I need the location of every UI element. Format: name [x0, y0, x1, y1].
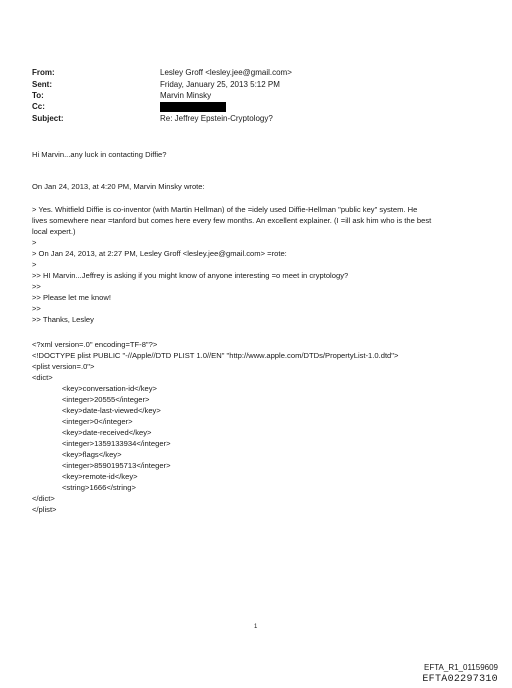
sent-label: Sent:	[32, 80, 52, 89]
sent-value: Friday, January 25, 2013 5:12 PM	[160, 80, 280, 89]
quote-line-hi: >> HI Marvin...Jeffrey is asking if you might know of anyone interesting =o meet in cryptology?	[32, 271, 349, 280]
quote-line-2: lives somewhere near =tanford but comes here every few months. An excellent explainer. (I =ill ask him who is the best	[32, 216, 432, 225]
page-number: 1	[254, 624, 258, 630]
dict-close: </dict>	[32, 494, 55, 503]
from-label: From:	[32, 68, 55, 77]
plist-close: </plist>	[32, 505, 57, 514]
redaction-box	[160, 102, 226, 112]
plist-open: <plist version=.0">	[32, 362, 95, 371]
plist-entry: <key>remote-id</key>	[62, 472, 138, 481]
plist-entry: <integer>20555</integer>	[62, 395, 150, 404]
quote-thanks: >> Thanks, Lesley	[32, 315, 94, 324]
to-value: Marvin Minsky	[160, 91, 212, 100]
plist-doctype: <!DOCTYPE plist PUBLIC "-//Apple//DTD PLIST 1.0//EN" "http://www.apple.com/DTDs/PropertyList-1.0.dtd">	[32, 351, 399, 360]
subject-label: Subject:	[32, 114, 64, 123]
from-value: Lesley Groff <lesley.jee@gmail.com>	[160, 68, 292, 77]
greeting: Hi Marvin...any luck in contacting Diffie?	[32, 150, 167, 159]
plist-entry: <key>conversation-id</key>	[62, 384, 157, 393]
footer-id-2: EFTA02297310	[422, 674, 498, 685]
plist-entry: <integer>0</integer>	[62, 417, 133, 426]
plist-entry: <key>date-last-viewed</key>	[62, 406, 161, 415]
quote-please: >> Please let me know!	[32, 293, 111, 302]
plist-entry: <key>flags</key>	[62, 450, 122, 459]
plist-entry: <integer>8590195713</integer>	[62, 461, 171, 470]
quote-intro-2: > On Jan 24, 2013, at 2:27 PM, Lesley Groff <lesley.jee@gmail.com> =rote:	[32, 249, 287, 258]
quote-marker: >	[32, 238, 37, 247]
quote-intro: On Jan 24, 2013, at 4:20 PM, Marvin Minsky wrote:	[32, 182, 205, 191]
cc-value	[160, 102, 226, 112]
to-label: To:	[32, 91, 44, 100]
dict-open: <dict>	[32, 373, 53, 382]
plist-entry: <string>1666</string>	[62, 483, 136, 492]
cc-label: Cc:	[32, 102, 45, 111]
subject-value: Re: Jeffrey Epstein-Cryptology?	[160, 114, 273, 123]
quote-marker: >	[32, 260, 37, 269]
plist-entry: <integer>1359133934</integer>	[62, 439, 171, 448]
plist-entry: <key>date-received</key>	[62, 428, 152, 437]
quote-line-3: local expert.)	[32, 227, 76, 236]
footer-id-1: EFTA_R1_01159609	[424, 663, 498, 672]
quote-marker: >>	[32, 282, 41, 291]
quote-marker: >>	[32, 304, 41, 313]
quote-line-1: > Yes. Whitfield Diffie is co-inventor (with Martin Hellman) of the =idely used Diffie-Hellman "public key" system. He	[32, 205, 418, 214]
plist-xml-decl: <?xml version=.0" encoding=TF-8"?>	[32, 340, 158, 349]
